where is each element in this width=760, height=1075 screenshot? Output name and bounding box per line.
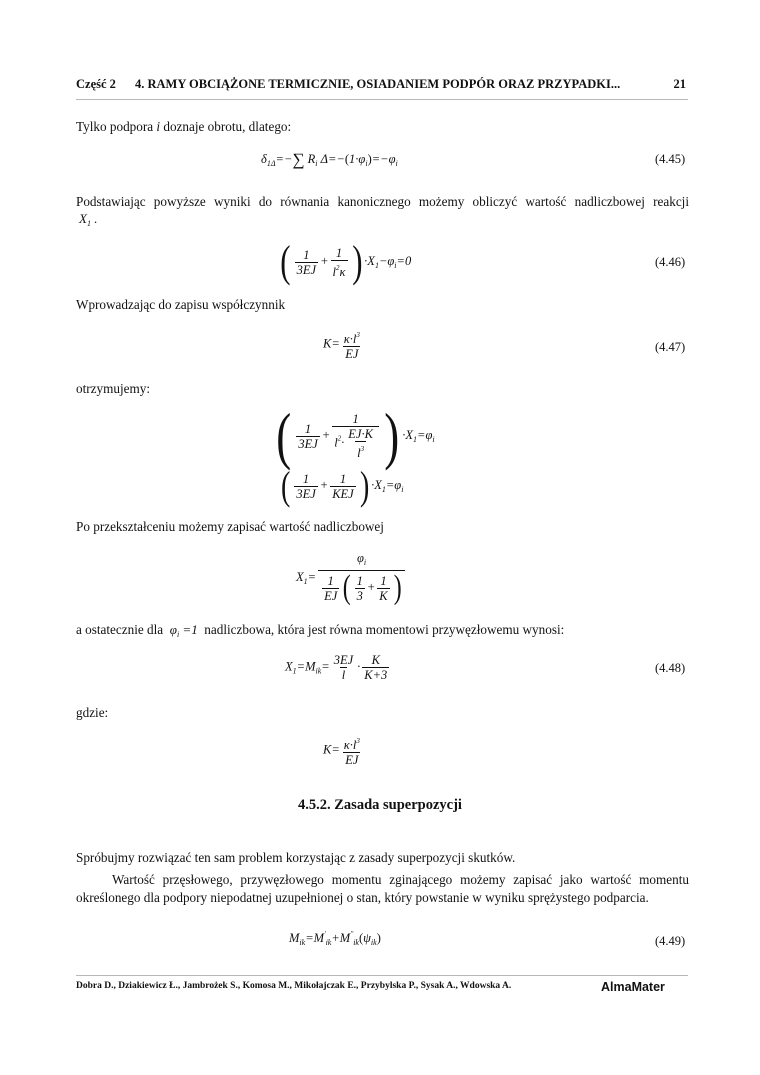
equation-4-47: K= $\frac{\kappa\cdot l^3}{EJ}$ — [323, 331, 360, 361]
symbol-x1: $X_1$ . — [79, 211, 98, 228]
paragraph-9-line-2: określonego dla podpory niepodatnej uzupełnionej o stan, który powstanie w wyniku sprężystego podparcia. — [76, 890, 649, 905]
equation-4-48: $X_1=M_{ik}=$ $\frac{3EJ}{l}$ · $\frac{K}{K+3}$ — [285, 653, 388, 682]
footer-rule — [76, 975, 688, 976]
paragraph-4: otrzymujemy: — [76, 381, 150, 396]
equation-number-4-46: (4.46) — [655, 255, 686, 269]
equation-4-45: $\delta_{1\Delta}=-\sum$ $R_i$ $\Delta=-(1\cdot\varphi_i)=-\varphi_i$ — [261, 150, 398, 169]
paragraph-9-line-1: Wartość przęsłowego, przywęzłowego momentu zginającego możemy zapisać jako wartość momentu — [112, 872, 689, 887]
header-title: 4. RAMY OBCIĄŻONE TERMICZNIE, OSIADANIEM PODPÓR ORAZ PRZYPADKI... — [135, 77, 621, 91]
paragraph-1: Tylko podpora i doznaje obrotu, dlatego: — [76, 119, 292, 134]
header-rule — [76, 99, 688, 100]
equation-k-definition: K= $\frac{\kappa\cdot l^3}{EJ}$ — [323, 737, 360, 767]
paragraph-7: gdzie: — [76, 705, 109, 720]
equation-number-4-47: (4.47) — [655, 340, 686, 354]
header-part: Część 2 — [76, 77, 116, 91]
paragraph-2: Podstawiając powyższe wyniki do równania kanonicznego możemy obliczyć wartość nadliczbowej reakcji — [76, 194, 689, 209]
equation-number-4-45: (4.45) — [655, 152, 686, 166]
paragraph-8: Spróbujmy rozwiązać ten sam problem korzystając z zasady superpozycji skutków. — [76, 850, 516, 865]
equation-number-4-48: (4.48) — [655, 661, 686, 675]
section-heading: 4.5.2. Zasada superpozycji — [298, 797, 462, 813]
derivation-line-2: ( $\frac{1}{3EJ}$ + $\frac{1}{\text{KEJ}}$ ) $\cdot X_1=\varphi_i$ — [280, 463, 404, 508]
paragraph-5: Po przekształceniu możemy zapisać wartość nadliczbowej — [76, 519, 384, 534]
equation-number-4-49: (4.49) — [655, 934, 686, 948]
paragraph-3: Wprowadzając do zapisu współczynnik — [76, 297, 286, 312]
footer-authors: Dobra D., Dziakiewicz Ł., Jambrożek S., Komosa M., Mikołajczak E., Przybylska P., Sysak A., Wdowska A. — [76, 981, 512, 991]
equation-4-49: $M_{ik}=M'_{ik}+M''_{ik}(\psi_{ik})$ — [289, 930, 381, 947]
derivation-line-1: ( $\frac{1}{3EJ}$ + 1 $l^2\cdot$ $\frac{EJ\cdot K}{l^3}$ ) $\cdot X_1=\varphi_i$ — [276, 400, 435, 471]
header-page-number: 21 — [673, 77, 686, 91]
equation-4-46: ( $\frac{1}{3EJ}$ + $\frac{1}{l^2\kappa}$ ) $\cdot X_1-\varphi_i=0$ — [280, 237, 412, 286]
derivation-x1: $X_1=$ $\varphi_i$ $\frac{1}{EJ}$ ( $\frac{1}{3}$ + $\frac{1}{K}$ ) — [296, 551, 407, 605]
footer-brand: AlmaMater — [601, 980, 665, 994]
paragraph-6: a ostatecznie dla $\varphi_i =1$ nadliczbowa, która jest równa momentowi przywęzłowemu wynosi: — [76, 622, 565, 639]
